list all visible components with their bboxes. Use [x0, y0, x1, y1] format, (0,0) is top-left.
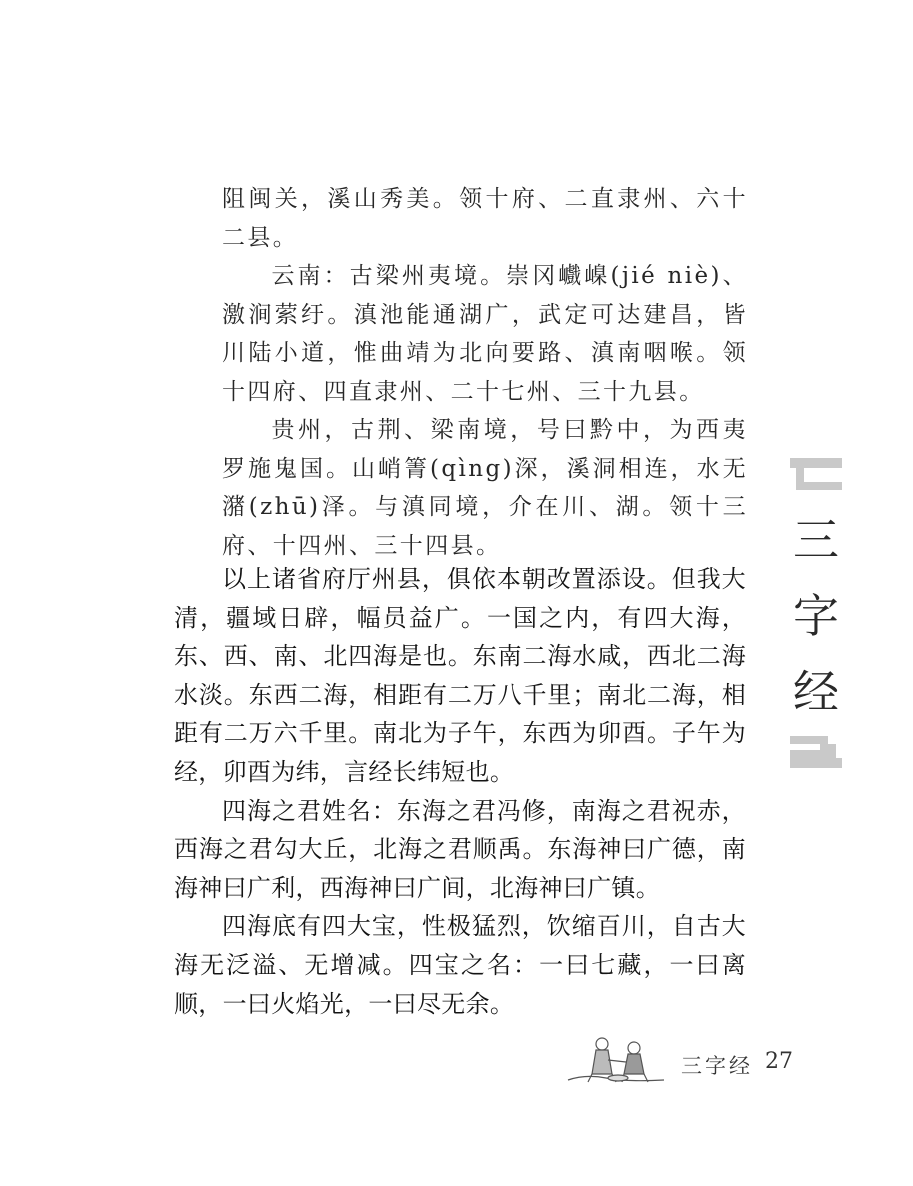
main-text [174, 560, 746, 1023]
chapter-side-tab [790, 458, 842, 768]
side-tab-char-1: 三 [793, 513, 839, 567]
side-tab-top-bar [790, 458, 842, 468]
side-tab-title [790, 502, 842, 730]
side-tab-char-3: 经 [793, 665, 839, 719]
two-scholars-illustration-icon [566, 1030, 666, 1086]
main-paragraph-2: 四海之君姓名：东海之君冯修，南海之君祝赤，西海之君勾大丘，北海之君顺禹。东海神曰广德，南海神曰广利，西海神曰广间，北海神曰广镇。 [174, 796, 746, 902]
main-paragraph-3: 四海底有四大宝，性极猛烈，饮缩百川，自古大海无泛溢、无增减。四宝之名：一曰七藏，一曰离顺，一曰火焰光，一曰尽无余。 [174, 912, 746, 1018]
quote-paragraph-1: 阻闽关，溪山秀美。领十府、二直隶州、六十二县。 [222, 186, 748, 251]
side-tab-bottom-bar [790, 758, 842, 768]
page-number: 27 [765, 1049, 793, 1074]
bracket-top-icon [790, 468, 842, 490]
quote-paragraph-yunnan: 云南：古梁州夷境。崇冈巇嵲(jié niè)、激涧萦纡。滇池能通湖广，武定可达建昌，皆川陆小道，惟曲靖为北向要路、滇南咽喉。领十四府、四直隶州、二十七州、三十九县。 [222, 263, 748, 405]
quoted-passage [222, 180, 748, 565]
bracket-bottom-icon [790, 736, 842, 758]
main-paragraph-1: 以上诸省府厅州县，俱依本朝改置添设。但我大清，疆域日辟，幅员益广。一国之内，有四大海，东、西、南、北四海是也。东南二海水咸，西北二海水淡。东西二海，相距有二万八千里；南北二海，相距有二万六千里。南北为子午，东西为卯酉。子午为经，卯酉为纬，言经长纬短也。 [174, 565, 746, 786]
footer-book-title: 三字经 [681, 1054, 753, 1078]
quote-paragraph-guizhou: 贵州，古荆、梁南境，号曰黔中，为西夷罗施鬼国。山峭箐(qìng)深，溪洞相连，水无潴(zhū)泽。与滇同境，介在川、湖。领十三府、十四州、三十四县。 [222, 417, 748, 559]
side-tab-char-2: 字 [793, 589, 839, 643]
